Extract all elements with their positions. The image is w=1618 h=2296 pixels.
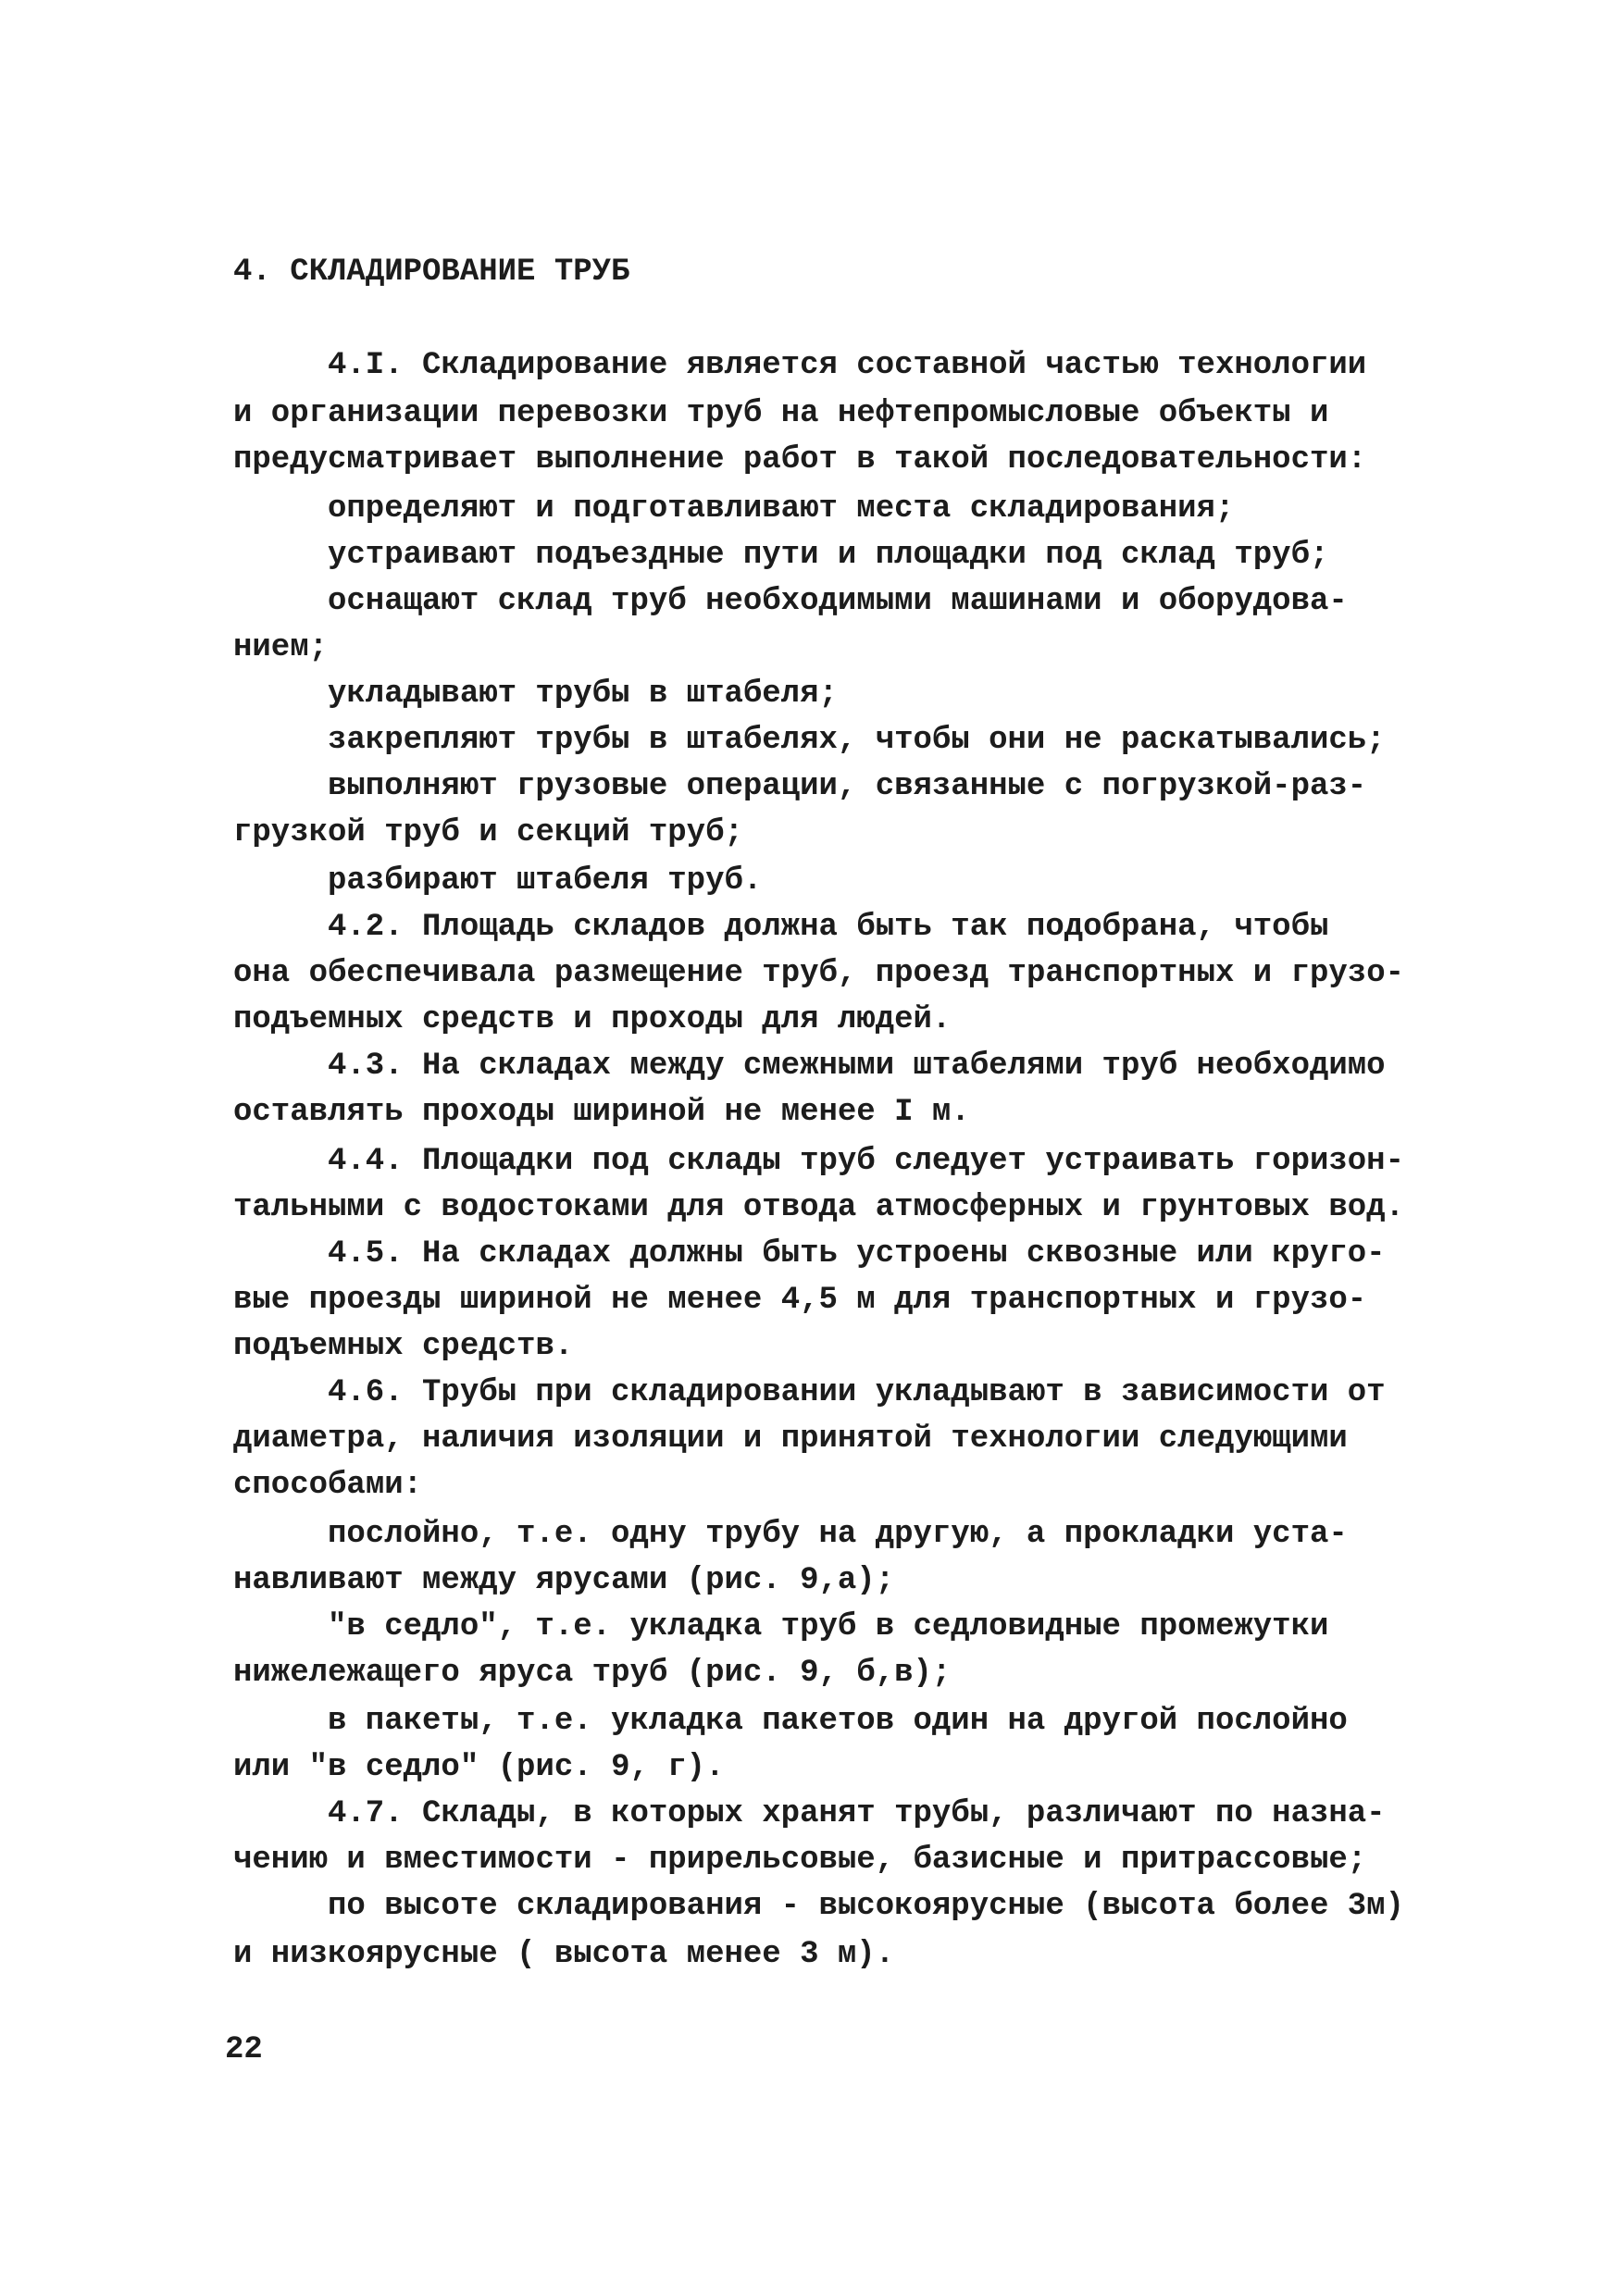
text-line: или "в седло" (рис. 9, г). [233,1750,725,1785]
text-line: "в седло", т.е. укладка труб в седловидные промежутки [328,1609,1329,1644]
text-line: закрепляют трубы в штабелях, чтобы они не раскатывались; [328,723,1386,758]
text-line: по высоте складирования - высокоярусные (высота более 3м) [328,1889,1404,1924]
text-line: оснащают склад труб необходимыми машинами и оборудова- [328,584,1348,619]
text-line: она обеспечивала размещение труб, проезд транспортных и грузо- [233,956,1405,991]
text-line: и низкоярусные ( высота менее 3 м). [233,1937,895,1972]
text-line: чению и вместимости - прирельсовые, базисные и притрассовые; [233,1843,1367,1878]
text-line: 4.7. Склады, в которых хранят трубы, различают по назна- [328,1796,1386,1831]
text-line: грузкой труб и секций труб; [233,815,743,850]
text-line: и организации перевозки труб на нефтепромысловые объекты и [233,396,1329,431]
text-line: 4.6. Трубы при складировании укладывают в зависимости от [328,1375,1386,1410]
text-line: тальными с водостоками для отвода атмосферных и грунтовых вод. [233,1190,1405,1225]
text-line: укладывают трубы в штабеля; [328,676,838,712]
text-line: послойно, т.е. одну трубу на другую, а прокладки уста- [328,1517,1348,1552]
text-line: 4.3. На складах между смежными штабелями труб необходимо [328,1049,1386,1084]
text-line: предусматривает выполнение работ в такой последовательности: [233,442,1367,478]
text-line: нием; [233,630,329,665]
text-line: оставлять проходы шириной не менее I м. [233,1095,970,1130]
text-line: вые проезды шириной не менее 4,5 м для транспортных и грузо- [233,1283,1367,1318]
text-line: подъемных средств. [233,1329,574,1364]
text-line: навливают между ярусами (рис. 9,а); [233,1563,895,1598]
text-line: 4.2. Площадь складов должна быть так подобрана, чтобы [328,910,1329,945]
text-line: 4.5. На складах должны быть устроены сквозные или круго- [328,1236,1386,1272]
text-line: выполняют грузовые операции, связанные с погрузкой-раз- [328,769,1367,804]
text-line: 4.4. Площадки под склады труб следует устраивать горизон- [328,1144,1404,1179]
text-line: подъемных средств и проходы для людей. [233,1002,952,1037]
text-line: диаметра, наличия изоляции и принятой технологии следующими [233,1421,1348,1457]
text-line: в пакеты, т.е. укладка пакетов один на другой послойно [328,1704,1348,1739]
text-line: 4.I. Складирование является составной частью технологии [328,348,1367,383]
page-number: 22 [225,2032,263,2067]
text-line: нижележащего яруса труб (рис. 9, б,в); [233,1656,952,1691]
text-line: разбирают штабеля труб. [328,863,763,899]
text-line: определяют и подготавливают места складирования; [328,491,1235,527]
text-line: способами: [233,1468,423,1503]
text-line: устраивают подъездные пути и площадки под склад труб; [328,538,1329,573]
section-heading: 4. СКЛАДИРОВАНИЕ ТРУБ [233,254,630,290]
